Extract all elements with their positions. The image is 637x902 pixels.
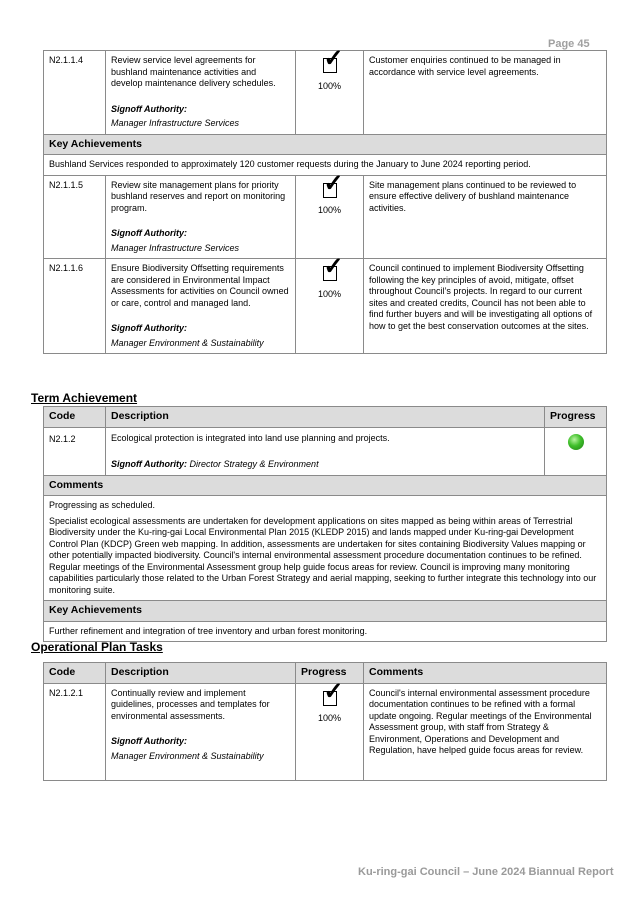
description-text: Review site management plans for priority bushland reserves and report on monitoring program.: [111, 179, 286, 213]
progress-cell: [296, 45, 364, 135]
checkbox-checked-icon: ✓: [323, 253, 344, 280]
comments-header: Comments: [44, 475, 607, 496]
task-description: [106, 175, 296, 259]
description-text: Ecological protection is integrated into land use planning and projects.: [111, 432, 390, 443]
signoff-label: Signoff Authority:: [111, 736, 187, 746]
signoff-name: Director Strategy & Environment: [189, 459, 319, 469]
progress-percent: 100%: [317, 205, 342, 215]
description-text: Ensure Biodiversity Offsetting requirements are considered in Environmental Impact Assessments for activities on Council owned or care, control and managed land.: [111, 263, 289, 308]
signoff-name: Manager Infrastructure Services: [111, 118, 240, 128]
description-text: Review service level agreements for bushland maintenance activities and develop maintenance delivery schedules.: [111, 55, 276, 88]
key-achievements-header: Key Achievements: [44, 601, 607, 622]
key-achievements-header: Key Achievements: [44, 134, 607, 155]
term-code: N2.1.2: [44, 427, 106, 475]
table-row: [44, 259, 607, 354]
task-description: [106, 259, 296, 354]
checkbox-checked-icon: ✓: [323, 677, 344, 705]
col-header-comments: Comments: [364, 663, 607, 684]
col-header-progress: Progress: [545, 407, 607, 428]
col-header-progress: Progress: [296, 663, 364, 684]
progress-percent: 100%: [317, 288, 342, 299]
signoff-line: [111, 459, 539, 471]
task-table-top: [43, 45, 607, 354]
table-row: [44, 175, 607, 259]
signoff-label: Signoff Authority:: [111, 459, 187, 469]
signoff-name: Manager Environment & Sustainability: [111, 337, 264, 348]
task-comment: Council continued to implement Biodiversity Offsetting following the key principles of avoid, mitigate, offset throughout Council’s projects. In regard to our current sites and created credits, Council has not been able to find further buyers and will be investigating all options of how to get the best conservation outcomes at the sites.: [364, 259, 607, 354]
operational-plan-title: Operational Plan Tasks: [31, 640, 163, 654]
table-row: [44, 683, 607, 780]
operational-plan-table: [43, 662, 607, 781]
checkbox-checked-icon: ✓: [323, 169, 344, 197]
task-comment: Customer enquiries continued to be managed in accordance with service level agreements.: [364, 51, 607, 135]
progress-cell: [296, 169, 364, 259]
report-footer: Ku-ring-gai Council – June 2024 Biannual Report: [358, 866, 614, 878]
progress-cell: [296, 677, 364, 780]
task-code: N2.1.2.1: [44, 683, 106, 780]
col-header-description: Description: [106, 663, 296, 684]
signoff-name: Manager Infrastructure Services: [111, 242, 240, 253]
table-row: [44, 51, 607, 135]
col-header-description: Description: [106, 407, 545, 428]
progress-cell: [296, 253, 364, 354]
key-achievements-row: Further refinement and integration of tree inventory and urban forest monitoring.: [44, 621, 607, 642]
term-achievement-title: Term Achievement: [31, 391, 138, 405]
task-description: [106, 51, 296, 135]
comment-paragraph: Progressing as scheduled.: [49, 500, 156, 510]
task-code: N2.1.1.4: [44, 51, 106, 135]
progress-cell: [545, 427, 607, 475]
checkbox-checked-icon: ✓: [323, 45, 344, 72]
task-code: N2.1.1.6: [44, 259, 106, 354]
comment-paragraph: Specialist ecological assessments are undertaken for development applications on sites mapped as being within areas of Terrestrial Biodiversity under the Ku-ring-gai Local Environmental Plan 2015 (KLEDP 2015) and lands mapped under Ku-ring-gai Development Control Plan (KDCP) Green web mapping. In addition, assessments are undertaken for sites containing Biodiversity Values mapping or other potentially impacted biodiversity. Council's internal environmental assessment procedure documentation continues to be refined. Regular meetings of the Environmental Assessment group help guide focus areas for review. Council is improving many monitoring capabilities particularly those related to the Urban Forest Strategy and aerial mapping, seeking to further integrate this technology into our monitoring suite.: [49, 515, 597, 595]
status-green-dot-icon: [568, 434, 584, 450]
task-comment: Site management plans continued to be reviewed to ensure effective delivery of bushland maintenance activities.: [364, 175, 607, 259]
term-description: [106, 427, 545, 475]
page-number: Page 45: [548, 38, 590, 50]
term-achievement-table: [43, 406, 607, 642]
table-row: [44, 427, 607, 475]
col-header-code: Code: [44, 407, 106, 428]
progress-percent: 100%: [317, 80, 342, 91]
comments-row: [44, 496, 607, 601]
col-header-code: Code: [44, 663, 106, 684]
progress-percent: 100%: [317, 713, 342, 723]
table-header-row: [44, 407, 607, 428]
task-description: [106, 683, 296, 780]
task-code: N2.1.1.5: [44, 175, 106, 259]
signoff-label: Signoff Authority:: [111, 103, 187, 114]
key-achievements-row: Bushland Services responded to approximately 120 customer requests during the January to June 2024 reporting period.: [44, 155, 607, 176]
signoff-label: Signoff Authority:: [111, 323, 187, 333]
signoff-name: Manager Environment & Sustainability: [111, 750, 264, 761]
signoff-label: Signoff Authority:: [111, 228, 187, 238]
task-comment: Council's internal environmental assessment procedure documentation continues to be refined with a formal update ongoing. Regular meetings of the Environmental Assessment group, with staff from Strategy & Environment, Operations and Development and Regulation, have helped guide focus areas for review.: [364, 683, 607, 780]
description-text: Continually review and implement guidelines, processes and templates for environmental assessments.: [111, 687, 270, 721]
